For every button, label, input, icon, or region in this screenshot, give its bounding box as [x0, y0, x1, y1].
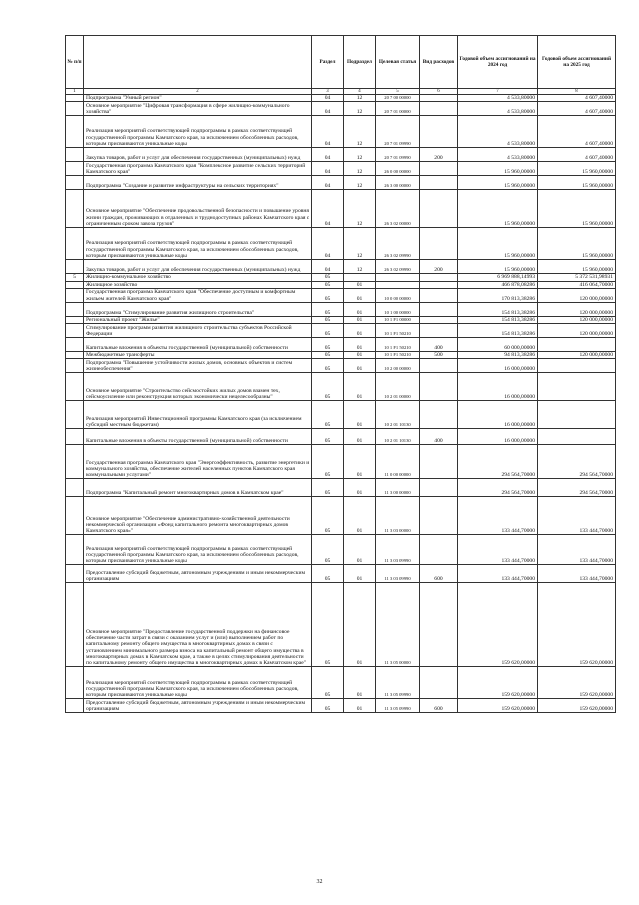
row-podrazdel: 12 — [344, 260, 376, 274]
table-row — [66, 338, 616, 352]
row-amount-2025: 120 000,00000 — [538, 288, 616, 302]
row-name: Стимулирование программ развития жилищного строительства субъектов Российской Федерации — [84, 324, 312, 338]
row-amount-2025: 159 620,00000 — [538, 583, 616, 667]
row-podrazdel: 01 — [344, 281, 376, 288]
row-amount-2025: 159 620,00000 — [538, 699, 616, 713]
row-target-article: 26 3 02 09990 — [376, 260, 420, 274]
row-expense-type: 400 — [420, 429, 458, 445]
row-podrazdel: 01 — [344, 338, 376, 352]
row-number — [66, 497, 84, 535]
row-number — [66, 565, 84, 583]
row-razdel: 05 — [312, 338, 344, 352]
row-razdel: 04 — [312, 116, 344, 148]
row-amount-2025: 120 000,00000 — [538, 352, 616, 359]
row-amount-2024: 16 000,00000 — [458, 401, 538, 429]
row-razdel: 05 — [312, 352, 344, 359]
row-number — [66, 667, 84, 699]
row-expense-type — [420, 445, 458, 479]
row-expense-type — [420, 176, 458, 190]
row-amount-2024: 133 444,70000 — [458, 565, 538, 583]
row-expense-type — [420, 102, 458, 116]
row-expense-type: 600 — [420, 565, 458, 583]
row-podrazdel: 01 — [344, 359, 376, 373]
header-name — [84, 36, 312, 89]
row-name: Закупка товаров, работ и услуг для обеспечения государственных (муниципальных) нужд — [84, 148, 312, 162]
row-number — [66, 324, 84, 338]
table-row — [66, 583, 616, 667]
row-expense-type — [420, 359, 458, 373]
table-row — [66, 324, 616, 338]
row-number — [66, 190, 84, 228]
row-name: Реализация мероприятий Инвестиционной программы Камчатского края (за исключением субсидий местным бюджетам) — [84, 401, 312, 429]
row-razdel: 05 — [312, 401, 344, 429]
table-row — [66, 535, 616, 565]
row-number — [66, 316, 84, 323]
row-podrazdel: 01 — [344, 288, 376, 302]
table-row — [66, 274, 616, 281]
row-podrazdel: 01 — [344, 497, 376, 535]
column-number: 7 — [458, 89, 538, 95]
row-razdel: 05 — [312, 429, 344, 445]
row-razdel: 04 — [312, 95, 344, 102]
row-target-article: 26 3 02 00000 — [376, 190, 420, 228]
row-amount-2025: 15 960,00000 — [538, 162, 616, 176]
table-row — [66, 699, 616, 713]
table-row — [66, 359, 616, 373]
row-razdel: 05 — [312, 667, 344, 699]
row-name: Жилищное хозяйство — [84, 281, 312, 288]
row-amount-2025: 5 372 531,98931 — [538, 274, 616, 281]
row-podrazdel: 12 — [344, 176, 376, 190]
row-name: Основное мероприятие "Предоставление государственной поддержки на финансовое обеспечение части затрат в связи с оказанием услуг и (или) выполнением работ по капитальному ремонту общего имущества в многоквартирных домах в связи с установлением минимального размера взноса на капитальный ремонт общего имущества в многоквартирных домах в Камчатском крае, а также в целях стимулирования деятельности по капитальному ремонту общего имущества в многоквартирных домах в Камчатском крае" — [84, 583, 312, 667]
row-amount-2024: 4 533,80000 — [458, 95, 538, 102]
row-amount-2024: 16 000,00000 — [458, 359, 538, 373]
row-amount-2024: 15 960,00000 — [458, 228, 538, 260]
row-amount-2025: 4 607,40000 — [538, 102, 616, 116]
row-podrazdel: 12 — [344, 228, 376, 260]
row-podrazdel: 01 — [344, 373, 376, 401]
row-number: 5 — [66, 274, 84, 281]
row-name: Закупка товаров, работ и услуг для обеспечения государственных (муниципальных) нужд — [84, 260, 312, 274]
row-number — [66, 95, 84, 102]
row-target-article: 11 3 05 09990 — [376, 699, 420, 713]
row-amount-2024: 466 878,08286 — [458, 281, 538, 288]
table-row — [66, 260, 616, 274]
row-expense-type — [420, 497, 458, 535]
row-amount-2024: 159 620,00000 — [458, 699, 538, 713]
row-expense-type — [420, 667, 458, 699]
row-amount-2024: 4 533,80000 — [458, 102, 538, 116]
row-target-article: 11 3 05 09990 — [376, 667, 420, 699]
row-podrazdel: 01 — [344, 535, 376, 565]
row-podrazdel: 01 — [344, 429, 376, 445]
row-amount-2025 — [538, 373, 616, 401]
row-amount-2024: 154 813,38286 — [458, 302, 538, 316]
table-row — [66, 148, 616, 162]
row-number — [66, 116, 84, 148]
row-amount-2025: 15 960,00000 — [538, 176, 616, 190]
row-podrazdel: 12 — [344, 148, 376, 162]
row-expense-type — [420, 479, 458, 497]
row-amount-2025: 4 607,40000 — [538, 116, 616, 148]
row-name: Основное мероприятие "Обеспечение административно-хозяйственной деятельности некоммерческой организации «Фонд капитального ремонта многоквартирных домов Камчатского края»" — [84, 497, 312, 535]
table-row — [66, 228, 616, 260]
row-razdel: 05 — [312, 479, 344, 497]
row-target-article: 11 3 03 09990 — [376, 535, 420, 565]
row-target-article — [376, 281, 420, 288]
row-razdel: 04 — [312, 162, 344, 176]
row-name: Предоставление субсидий бюджетным, автономным учреждениям и иным некоммерческим организациям — [84, 565, 312, 583]
row-number — [66, 699, 84, 713]
table-row — [66, 445, 616, 479]
row-podrazdel: 01 — [344, 667, 376, 699]
row-podrazdel: 12 — [344, 102, 376, 116]
row-expense-type — [420, 302, 458, 316]
row-number — [66, 176, 84, 190]
row-name: Подпрограмма "Создание и развитие инфраструктуры на сельских территориях" — [84, 176, 312, 190]
row-number — [66, 228, 84, 260]
table-row — [66, 288, 616, 302]
row-target-article: 26 0 00 00000 — [376, 162, 420, 176]
table-row — [66, 162, 616, 176]
row-name: Предоставление субсидий бюджетным, автономным учреждениям и иным некоммерческим организациям — [84, 699, 312, 713]
row-expense-type — [420, 288, 458, 302]
column-number: 5 — [376, 89, 420, 95]
row-expense-type — [420, 228, 458, 260]
row-target-article: 11 0 00 00000 — [376, 445, 420, 479]
column-number: 1 — [66, 89, 84, 95]
column-number: 6 — [420, 89, 458, 95]
row-name: Реализация мероприятий соответствующей подпрограммы в рамках соответствующей государственной программы Камчатского края, за исключением обособленных расходов, которым присваиваются уникальные коды — [84, 535, 312, 565]
row-target-article: 11 3 03 00000 — [376, 497, 420, 535]
row-amount-2024: 16 000,00000 — [458, 429, 538, 445]
row-expense-type — [420, 281, 458, 288]
row-target-article: 11 3 00 00000 — [376, 479, 420, 497]
table-row — [66, 95, 616, 102]
row-expense-type — [420, 324, 458, 338]
row-amount-2025: 133 444,70000 — [538, 565, 616, 583]
row-name: Государственная программа Камчатского края "Комплексное развитие сельских территорий Камчатского края" — [84, 162, 312, 176]
row-target-article: 10 2 01 00000 — [376, 373, 420, 401]
row-name: Реализация мероприятий соответствующей подпрограммы в рамках соответствующей государственной программы Камчатского края, за исключением обособленных расходов, которым присваиваются уникальные коды — [84, 116, 312, 148]
table-row — [66, 316, 616, 323]
row-razdel: 04 — [312, 148, 344, 162]
row-expense-type — [420, 274, 458, 281]
row-name: Основное мероприятие "Цифровая трансформация в сфере жилищно-коммунального хозяйства" — [84, 102, 312, 116]
row-name: Реализация мероприятий соответствующей подпрограммы в рамках соответствующей государственной программы Камчатского края, за исключением обособленных расходов, которым присваиваются уникальные коды — [84, 667, 312, 699]
table-row — [66, 176, 616, 190]
row-amount-2025: 120 000,00000 — [538, 324, 616, 338]
row-podrazdel: 01 — [344, 479, 376, 497]
row-target-article: 20 7 00 00000 — [376, 95, 420, 102]
row-name: Капитальные вложения в объекты государственной (муниципальной) собственности — [84, 429, 312, 445]
row-razdel: 04 — [312, 190, 344, 228]
row-razdel: 04 — [312, 260, 344, 274]
row-razdel: 05 — [312, 288, 344, 302]
row-target-article: 10 1 F1 50210 — [376, 324, 420, 338]
row-expense-type: 500 — [420, 352, 458, 359]
row-razdel: 05 — [312, 535, 344, 565]
row-name: Региональный проект "Жилье" — [84, 316, 312, 323]
row-name: Подпрограмма "Стимулирование развития жилищного строительства" — [84, 302, 312, 316]
row-number — [66, 288, 84, 302]
row-razdel: 05 — [312, 445, 344, 479]
row-target-article: 10 2 01 10130 — [376, 401, 420, 429]
table-row — [66, 302, 616, 316]
row-number — [66, 102, 84, 116]
row-amount-2025: 15 960,00000 — [538, 228, 616, 260]
row-number — [66, 535, 84, 565]
table-row — [66, 479, 616, 497]
row-number — [66, 338, 84, 352]
row-name: Государственная программа Камчатского края "Энергоэффективность, развитие энергетики и коммунального хозяйства, обеспечение жителей населенных пунктов Камчатского края коммунальными услугами" — [84, 445, 312, 479]
row-amount-2024: 154 813,38286 — [458, 324, 538, 338]
row-expense-type — [420, 316, 458, 323]
column-number: 3 — [312, 89, 344, 95]
row-amount-2024: 15 960,00000 — [458, 162, 538, 176]
row-target-article: 10 1 00 00000 — [376, 302, 420, 316]
row-name: Подпрограмма "Умный регион" — [84, 95, 312, 102]
row-expense-type — [420, 190, 458, 228]
row-razdel: 04 — [312, 176, 344, 190]
row-target-article: 10 1 F1 50210 — [376, 352, 420, 359]
row-amount-2025: 159 620,00000 — [538, 667, 616, 699]
row-number — [66, 162, 84, 176]
row-podrazdel: 01 — [344, 316, 376, 323]
row-expense-type — [420, 373, 458, 401]
row-amount-2024: 133 444,70000 — [458, 535, 538, 565]
row-name: Подпрограмма "Капитальный ремонт многоквартирных домов в Камчатском крае" — [84, 479, 312, 497]
row-razdel: 05 — [312, 281, 344, 288]
row-expense-type — [420, 583, 458, 667]
row-name: Основное мероприятие "Обеспечение продовольственной безопасности и повышение уровня жизни граждан, проживающих в отдаленных и труднодоступных районах Камчатского края с ограниченным сроком завоза грузов" — [84, 190, 312, 228]
row-target-article: 20 7 01 09990 — [376, 116, 420, 148]
row-number — [66, 583, 84, 667]
row-razdel: 05 — [312, 565, 344, 583]
row-amount-2025: 133 444,70000 — [538, 535, 616, 565]
row-amount-2025: 120 000,00000 — [538, 316, 616, 323]
row-expense-type — [420, 95, 458, 102]
row-target-article: 26 3 02 09990 — [376, 228, 420, 260]
row-razdel: 05 — [312, 497, 344, 535]
row-number — [66, 401, 84, 429]
row-razdel: 05 — [312, 359, 344, 373]
row-podrazdel: 12 — [344, 190, 376, 228]
row-amount-2025 — [538, 401, 616, 429]
row-amount-2024: 133 444,70000 — [458, 497, 538, 535]
row-number — [66, 359, 84, 373]
row-target-article: 10 2 01 10130 — [376, 429, 420, 445]
row-target-article: 10 0 00 00000 — [376, 288, 420, 302]
table-row — [66, 373, 616, 401]
row-name: Основное мероприятие "Строительство сейсмостойких жилых домов взамен тех, сейсмоусиление или реконструкция которых экономически нецелесообразны" — [84, 373, 312, 401]
row-expense-type — [420, 116, 458, 148]
header-expense-type: Вид расходов — [420, 36, 458, 89]
row-podrazdel: 12 — [344, 95, 376, 102]
row-amount-2024: 294 564,70000 — [458, 445, 538, 479]
header-target-article: Целевая статья — [376, 36, 420, 89]
row-razdel: 04 — [312, 228, 344, 260]
header-year-2024: Годовой объем ассигнований на 2024 год — [458, 36, 538, 89]
row-number — [66, 302, 84, 316]
row-name: Государственная программа Камчатского края "Обеспечение доступным и комфортным жильем жителей Камчатского края" — [84, 288, 312, 302]
row-amount-2025: 120 000,00000 — [538, 302, 616, 316]
row-target-article: 26 3 00 00000 — [376, 176, 420, 190]
row-expense-type: 200 — [420, 260, 458, 274]
table-row — [66, 281, 616, 288]
row-expense-type: 400 — [420, 338, 458, 352]
row-amount-2025 — [538, 338, 616, 352]
row-expense-type — [420, 162, 458, 176]
row-amount-2024: 154 813,38286 — [458, 316, 538, 323]
row-amount-2025: 4 607,40000 — [538, 95, 616, 102]
row-podrazdel: 12 — [344, 116, 376, 148]
row-podrazdel: 01 — [344, 699, 376, 713]
table-row — [66, 401, 616, 429]
row-podrazdel: 01 — [344, 445, 376, 479]
table-row — [66, 565, 616, 583]
row-target-article: 20 7 01 09990 — [376, 148, 420, 162]
row-razdel: 05 — [312, 274, 344, 281]
row-amount-2024: 15 960,00000 — [458, 176, 538, 190]
row-target-article: 10 1 F1 00000 — [376, 316, 420, 323]
row-razdel: 05 — [312, 583, 344, 667]
row-number — [66, 352, 84, 359]
row-target-article: 10 1 F1 50210 — [376, 338, 420, 352]
row-amount-2025: 294 564,70000 — [538, 479, 616, 497]
row-podrazdel: 01 — [344, 583, 376, 667]
row-amount-2024: 4 533,80000 — [458, 116, 538, 148]
table-row — [66, 667, 616, 699]
row-expense-type: 200 — [420, 148, 458, 162]
row-amount-2025: 15 960,00000 — [538, 190, 616, 228]
row-number — [66, 429, 84, 445]
row-amount-2024: 60 000,00000 — [458, 338, 538, 352]
table-row — [66, 429, 616, 445]
row-podrazdel: 12 — [344, 162, 376, 176]
row-amount-2025: 294 564,70000 — [538, 445, 616, 479]
row-amount-2025: 133 444,70000 — [538, 497, 616, 535]
row-name: Межбюджетные трансферты — [84, 352, 312, 359]
row-expense-type: 600 — [420, 699, 458, 713]
row-target-article: 10 2 00 00000 — [376, 359, 420, 373]
row-podrazdel: 01 — [344, 565, 376, 583]
row-name: Реализация мероприятий соответствующей подпрограммы в рамках соответствующей государственной программы Камчатского края, за исключением обособленных расходов, которым присваиваются уникальные коды — [84, 228, 312, 260]
row-amount-2024: 4 533,80000 — [458, 148, 538, 162]
header-razdel: Раздел — [312, 36, 344, 89]
row-podrazdel — [344, 274, 376, 281]
row-amount-2024: 6 969 888,14993 — [458, 274, 538, 281]
row-name: Жилищно-коммунальное хозяйство — [84, 274, 312, 281]
row-amount-2024: 15 960,00000 — [458, 260, 538, 274]
row-razdel: 05 — [312, 699, 344, 713]
row-podrazdel: 01 — [344, 352, 376, 359]
row-expense-type — [420, 535, 458, 565]
page-number: 32 — [316, 879, 323, 885]
column-number: 4 — [344, 89, 376, 95]
row-target-article: 11 3 05 00000 — [376, 583, 420, 667]
row-number — [66, 373, 84, 401]
row-podrazdel: 01 — [344, 401, 376, 429]
header-num: № п/п — [66, 36, 84, 89]
table-body — [66, 95, 616, 713]
budget-sheet — [65, 35, 615, 713]
row-razdel: 05 — [312, 324, 344, 338]
row-amount-2025: 15 960,00000 — [538, 260, 616, 274]
row-target-article: 20 7 01 00000 — [376, 102, 420, 116]
row-amount-2025 — [538, 429, 616, 445]
row-expense-type — [420, 401, 458, 429]
row-amount-2024: 15 960,00000 — [458, 190, 538, 228]
row-amount-2024: 170 813,38286 — [458, 288, 538, 302]
budget-table — [65, 35, 616, 713]
row-amount-2025: 4 607,40000 — [538, 148, 616, 162]
row-amount-2024: 294 564,70000 — [458, 479, 538, 497]
table-row — [66, 102, 616, 116]
row-razdel: 05 — [312, 373, 344, 401]
row-number — [66, 281, 84, 288]
row-target-article — [376, 274, 420, 281]
row-razdel: 04 — [312, 102, 344, 116]
header-podrazdel: Подраздел — [344, 36, 376, 89]
row-podrazdel: 01 — [344, 324, 376, 338]
row-number — [66, 445, 84, 479]
header-year-2025: Годовой объем ассигнований на 2025 год — [538, 36, 616, 89]
column-number: 8 — [538, 89, 616, 95]
table-row — [66, 190, 616, 228]
column-number: 2 — [84, 89, 312, 95]
table-header-row — [66, 36, 616, 89]
row-amount-2024: 159 620,00000 — [458, 667, 538, 699]
row-razdel: 05 — [312, 302, 344, 316]
row-number — [66, 260, 84, 274]
row-number — [66, 148, 84, 162]
row-amount-2024: 94 813,38286 — [458, 352, 538, 359]
row-amount-2025: 416 064,70000 — [538, 281, 616, 288]
row-amount-2025 — [538, 359, 616, 373]
row-number — [66, 479, 84, 497]
row-name: Капитальные вложения в объекты государственной (муниципальной) собственности — [84, 338, 312, 352]
row-target-article: 11 3 03 09990 — [376, 565, 420, 583]
table-row — [66, 352, 616, 359]
table-row — [66, 116, 616, 148]
table-row — [66, 497, 616, 535]
row-podrazdel: 01 — [344, 302, 376, 316]
row-amount-2024: 16 000,00000 — [458, 373, 538, 401]
row-amount-2024: 159 620,00000 — [458, 583, 538, 667]
row-name: Подпрограмма "Повышение устойчивости жилых домов, основных объектов и систем жизнеобеспечения" — [84, 359, 312, 373]
row-razdel: 05 — [312, 316, 344, 323]
